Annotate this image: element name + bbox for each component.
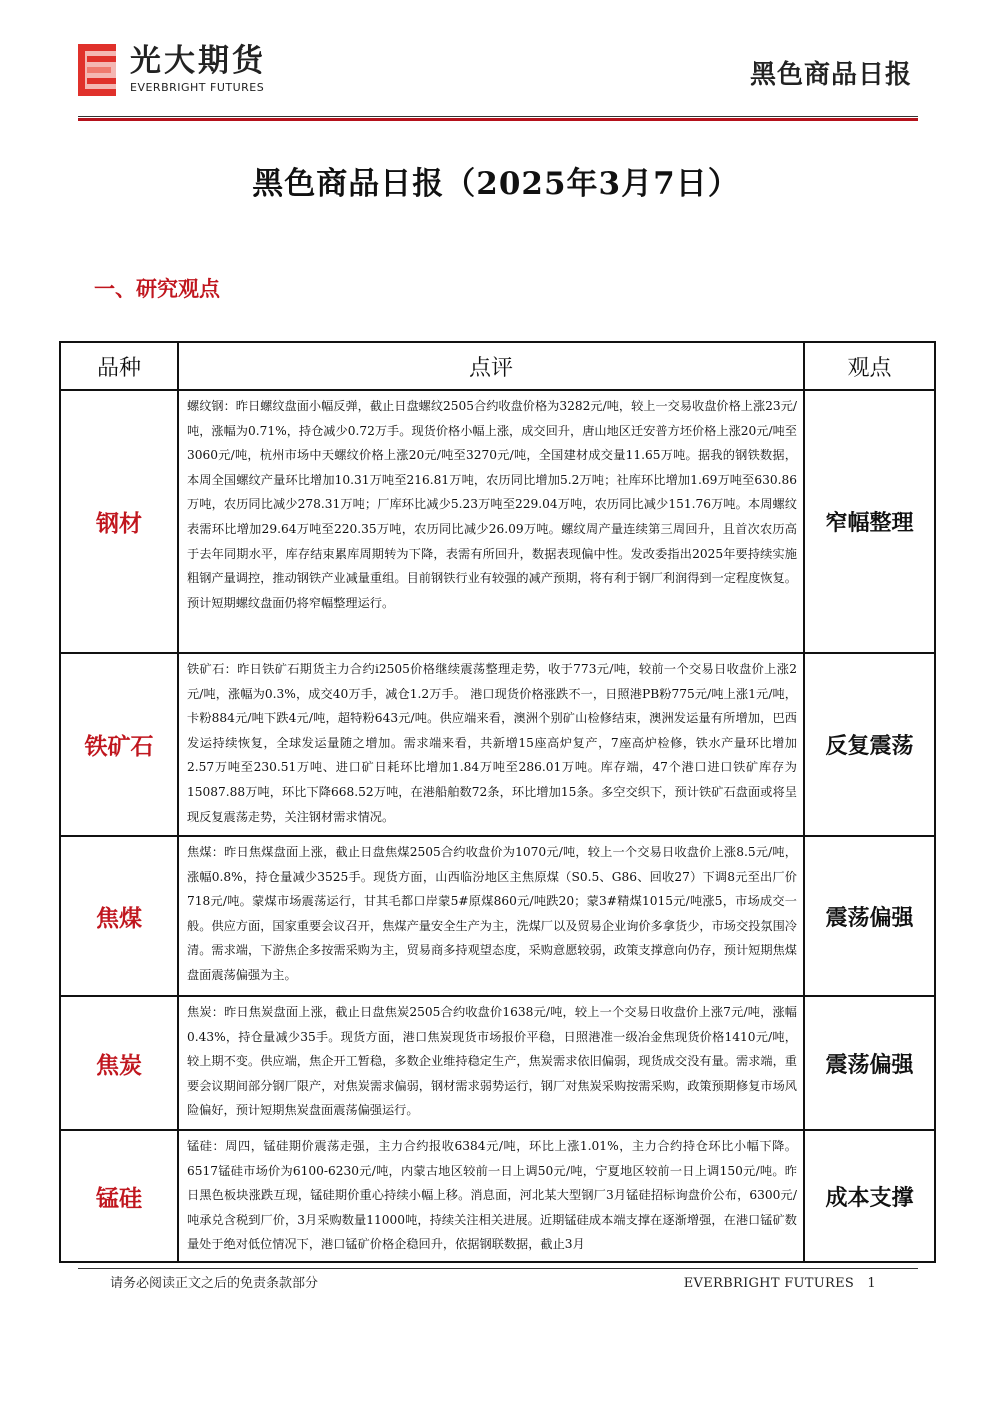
table-row xyxy=(60,1130,935,1262)
table-header-row xyxy=(60,342,935,390)
logo-english-name: EVERBRIGHT FUTURES xyxy=(130,81,265,94)
column-header-view: 观点 xyxy=(804,342,935,390)
footer-brand: EVERBRIGHT FUTURES xyxy=(683,1276,855,1291)
page-header xyxy=(0,0,992,130)
logo-chinese-name: 光大期货 xyxy=(130,43,266,79)
column-header-variety: 品种 xyxy=(60,342,178,390)
header-divider xyxy=(78,116,918,117)
footer-brand-page xyxy=(684,1276,876,1292)
view-cell: 震荡偏强 xyxy=(804,996,935,1130)
everbright-logo-icon xyxy=(78,44,116,96)
page-number: 1 xyxy=(867,1276,876,1291)
variety-cell: 锰硅 xyxy=(60,1130,178,1262)
section-heading: 一、研究观点 xyxy=(94,276,220,301)
footer-disclaimer: 请务必阅读正文之后的免责条款部分 xyxy=(110,1276,319,1291)
variety-cell: 铁矿石 xyxy=(60,653,178,836)
view-cell: 窄幅整理 xyxy=(804,390,935,653)
view-cell: 反复震荡 xyxy=(804,653,935,836)
variety-cell: 钢材 xyxy=(60,390,178,653)
footer-divider xyxy=(78,1268,918,1269)
comment-cell: 焦炭：昨日焦炭盘面上涨，截止日盘焦炭2505合约收盘价1638元/吨，较上一个交易日收盘价上涨7元/吨，涨幅0.43%，持仓量减少35手。现货方面，港口焦炭现货市场报价平稳，日照港准一级冶金焦现货价格1410元/吨，较上期不变。供应端，焦企开工暂稳，多数企业维持稳定生产，焦炭需求依旧偏弱，现货成交没有量。需求端，重要会议期间部分钢厂限产，对焦炭需求偏弱，钢材需求弱势运行，钢厂对焦炭采购按需采购，政策预期修复市场风险偏好，预计短期焦炭盘面震荡偏强运行。 xyxy=(178,996,804,1130)
header-accent-rule xyxy=(78,118,918,121)
variety-cell: 焦炭 xyxy=(60,996,178,1130)
table-row xyxy=(60,836,935,996)
table-row xyxy=(60,390,935,653)
table-row xyxy=(60,996,935,1130)
column-header-comment: 点评 xyxy=(178,342,804,390)
table-row xyxy=(60,653,935,836)
comment-cell: 铁矿石：昨日铁矿石期货主力合约i2505价格继续震荡整理走势，收于773元/吨，较前一个交易日收盘价上涨2元/吨，涨幅为0.3%，成交40万手，减仓1.2万手。 港口现货价格涨跌不一，日照港PB粉775元/吨上涨1元/吨，卡粉884元/吨下跌4元/吨，超特粉643元/吨。供应端来看，澳洲个别矿山检修结束，澳洲发运量有所增加，巴西发运持续恢复，全球发运量随之增加。需求端来看，共新增15座高炉复产，7座高炉检修，铁水产量环比增加2.57万吨至230.51万吨、进口矿日耗环比增加1.84万吨至286.01万吨。库存端，47个港口进口铁矿库存为15087.88万吨，环比下降668.52万吨，在港船舶数72条，环比增加15条。多空交织下，预计铁矿石盘面或将呈现反复震荡走势，关注钢材需求情况。 xyxy=(178,653,804,836)
research-view-table xyxy=(59,341,936,1263)
comment-cell: 螺纹钢：昨日螺纹盘面小幅反弹，截止日盘螺纹2505合约收盘价格为3282元/吨，较上一交易收盘价格上涨23元/吨，涨幅为0.71%，持仓减少0.72万手。现货价格小幅上涨，成交回升，唐山地区迁安普方坯价格上涨20元/吨至3060元/吨，杭州市场中天螺纹价格上涨20元/吨至3270元/吨，全国建材成交量11.65万吨。据我的钢铁数据，本周全国螺纹产量环比增加10.31万吨至216.81万吨，农历同比增加5.2万吨；社库环比增加1.69万吨至630.86万吨，农历同比减少278.31万吨；厂库环比减少5.23万吨至229.04万吨，农历同比减少151.76万吨。本周螺纹表需环比增加29.64万吨至220.35万吨，农历同比减少26.09万吨。螺纹周产量连续第三周回升，且首次农历高于去年同期水平，库存结束累库周期转为下降，表需有所回升，数据表现偏中性。发改委指出2025年要持续实施粗钢产量调控，推动钢铁产业减量重组。目前钢铁行业有较强的减产预期，将有利于钢厂利润得到一定程度恢复。预计短期螺纹盘面仍将窄幅整理运行。 xyxy=(178,390,804,653)
variety-cell: 焦煤 xyxy=(60,836,178,996)
comment-cell: 锰硅：周四，锰硅期价震荡走强，主力合约报收6384元/吨，环比上涨1.01%，主力合约持仓环比小幅下降。6517锰硅市场价为6100-6230元/吨，内蒙古地区较前一日上调50元/吨，宁夏地区较前一日上调150元/吨。昨日黑色板块涨跌互现，锰硅期价重心持续小幅上移。消息面，河北某大型钢厂3月锰硅招标询盘价公布，6300元/吨承兑含税到厂价，3月采购数量11000吨，持续关注相关进展。近期锰硅成本端支撑在逐渐增强，在港口锰矿数量处于绝对低位情况下，港口锰矿价格企稳回升，依据钢联数据，截止3月 xyxy=(178,1130,804,1262)
header-report-name: 黑色商品日报 xyxy=(749,60,912,90)
report-title: 黑色商品日报（2025年3月7日） xyxy=(252,166,740,202)
view-cell: 震荡偏强 xyxy=(804,836,935,996)
view-cell: 成本支撑 xyxy=(804,1130,935,1262)
comment-cell: 焦煤：昨日焦煤盘面上涨，截止日盘焦煤2505合约收盘价为1070元/吨，较上一个交易日收盘价上涨8.5元/吨，涨幅0.8%，持仓量减少3525手。现货方面，山西临汾地区主焦原煤（S0.5、G86、回收27）下调8元至出厂价718元/吨。蒙煤市场震荡运行，甘其毛都口岸蒙5#原煤860元/吨跌20；蒙3#精煤1015元/吨涨5，市场成交一般。供应方面，国家重要会议召开，焦煤产量安全生产为主，洗煤厂以及贸易企业询价多拿货少，市场交投氛围冷清。需求端，下游焦企多按需采购为主，贸易商多持观望态度，采购意愿较弱，政策支撑意向仍存，预计短期焦煤盘面震荡偏强为主。 xyxy=(178,836,804,996)
